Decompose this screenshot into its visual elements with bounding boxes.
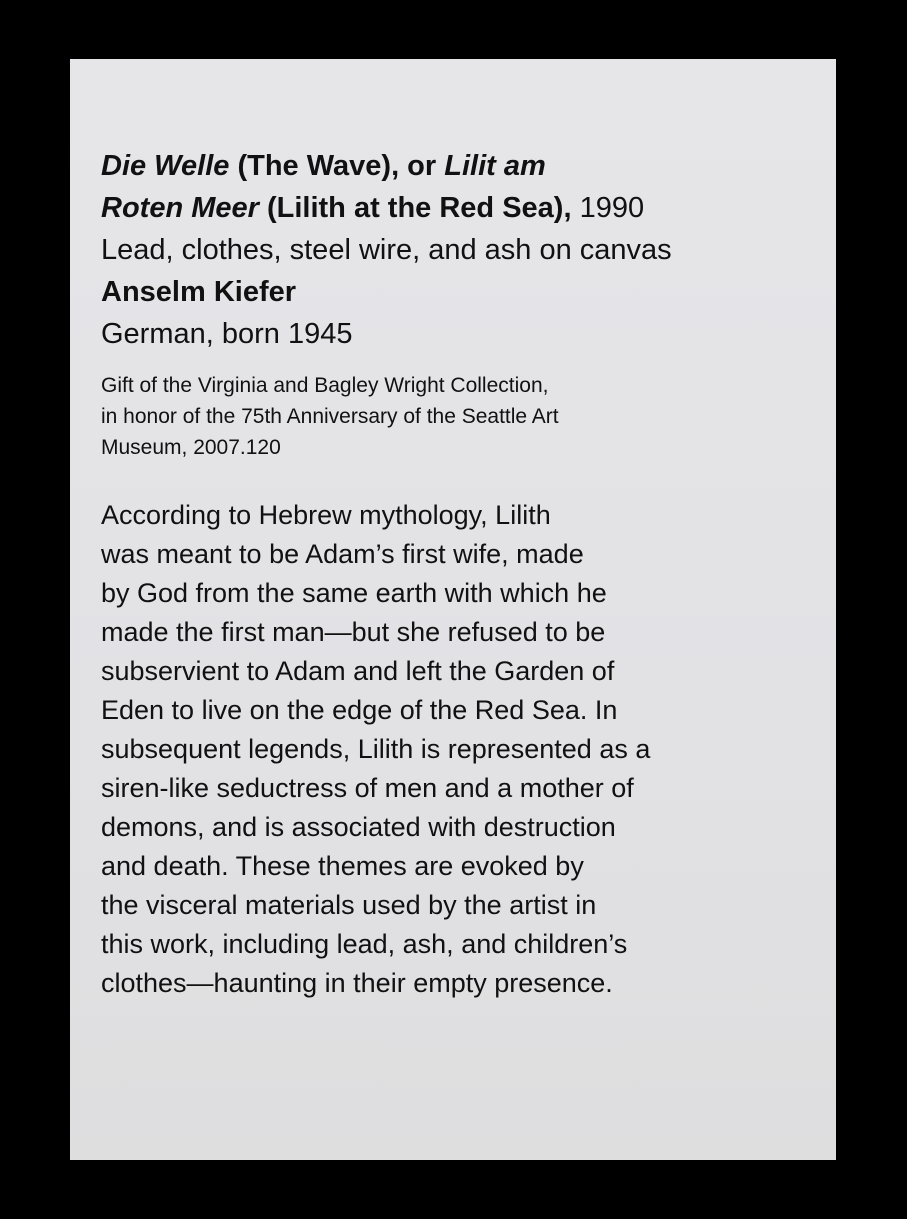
artwork-year: 1990: [571, 192, 645, 224]
title-plain-the-wave: (The Wave), or: [229, 150, 445, 182]
credit-line: [101, 370, 836, 463]
description-line: this work, including lead, ash, and children’s: [101, 929, 628, 959]
title-italic-die-welle: Die Welle: [101, 150, 230, 182]
artist-nationality: German, born 1945: [101, 318, 353, 350]
title-line-2: [101, 187, 836, 229]
credit-line-2: in honor of the 75th Anniversary of the Seattle Art: [101, 405, 559, 428]
title-line-1: [101, 145, 836, 187]
description-line: subsequent legends, Lilith is represented as a: [101, 734, 651, 764]
description-line: and death. These themes are evoked by: [101, 851, 584, 881]
credit-line-1: Gift of the Virginia and Bagley Wright Collection,: [101, 374, 549, 397]
description-line: siren-like seductress of men and a mother of: [101, 773, 634, 803]
museum-wall-label: [70, 59, 836, 1160]
description-line: by God from the same earth with which he: [101, 578, 607, 608]
credit-line-3: Museum, 2007.120: [101, 436, 281, 459]
title-plain-lilith: (Lilith at the Red Sea),: [258, 192, 572, 224]
artwork-medium: Lead, clothes, steel wire, and ash on canvas: [101, 234, 672, 266]
description-line: clothes—haunting in their empty presence.: [101, 968, 613, 998]
title-italic-roten-meer: Roten Meer: [101, 192, 259, 224]
description-line: was meant to be Adam’s first wife, made: [101, 539, 584, 569]
description-line: made the first man—but she refused to be: [101, 617, 606, 647]
description-text: [101, 496, 836, 1003]
description-line: subservient to Adam and left the Garden of: [101, 656, 615, 686]
title-italic-lilit-am: Lilit am: [444, 150, 546, 182]
description-line: Eden to live on the edge of the Red Sea. In: [101, 695, 618, 725]
description-line: the visceral materials used by the artist in: [101, 890, 597, 920]
artist-name: Anselm Kiefer: [101, 276, 297, 308]
description-line: demons, and is associated with destruction: [101, 812, 616, 842]
description-line: According to Hebrew mythology, Lilith: [101, 500, 551, 530]
artwork-title: [101, 145, 836, 229]
